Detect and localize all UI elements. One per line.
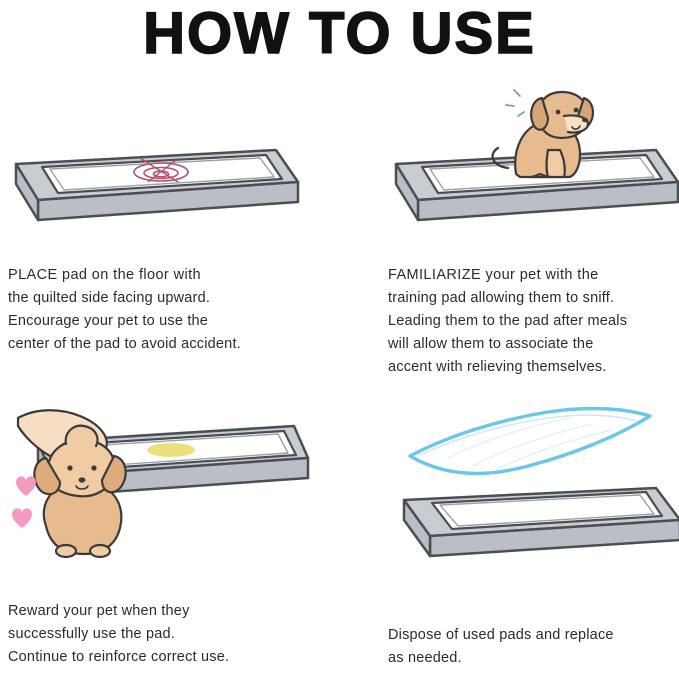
step-card-place [8, 78, 328, 356]
caption-line: Leading them to the pad after meals [388, 313, 628, 329]
stain-icon [147, 443, 195, 457]
step-card-familiarize [388, 78, 679, 379]
step-caption-familiarize [388, 264, 679, 379]
illustration-hand-petting-dog [8, 396, 308, 582]
caption-line: Continue to reinforce correct use. [8, 649, 230, 665]
step-caption-reward [8, 600, 300, 669]
step-caption-dispose [388, 624, 679, 670]
caption-line: successfully use the pad. [8, 626, 176, 642]
caption-line: as needed. [388, 650, 462, 666]
step-caption-place [8, 264, 300, 356]
tray-icon [16, 150, 298, 220]
caption-line: Reward your pet when they [8, 603, 190, 619]
illustration-tray-with-target [8, 78, 308, 264]
illustration-puppy-on-tray [388, 78, 679, 264]
steps-grid [0, 78, 679, 696]
caption-line: center of the pad to avoid accident. [8, 336, 241, 352]
step-card-reward [8, 396, 328, 669]
tray-icon [404, 488, 679, 556]
caption-line: will allow them to associate the [388, 336, 594, 352]
pad-icon [410, 409, 650, 474]
illustration-pad-lifted-from-tray [388, 396, 679, 606]
page-title: HOW TO USE [143, 1, 536, 66]
caption-line: PLACE pad on the floor with [8, 267, 201, 283]
heart-icon [12, 476, 36, 528]
sparkle-icon [506, 90, 524, 116]
caption-line: Encourage your pet to use the [8, 313, 209, 329]
caption-line: accent with relieving themselves. [388, 359, 607, 375]
step-card-dispose [388, 396, 679, 670]
caption-line: training pad allowing them to sniff. [388, 290, 615, 306]
caption-line: the quilted side facing upward. [8, 290, 211, 306]
caption-line: FAMILIARIZE your pet with the [388, 267, 599, 283]
caption-line: Dispose of used pads and replace [388, 627, 614, 643]
